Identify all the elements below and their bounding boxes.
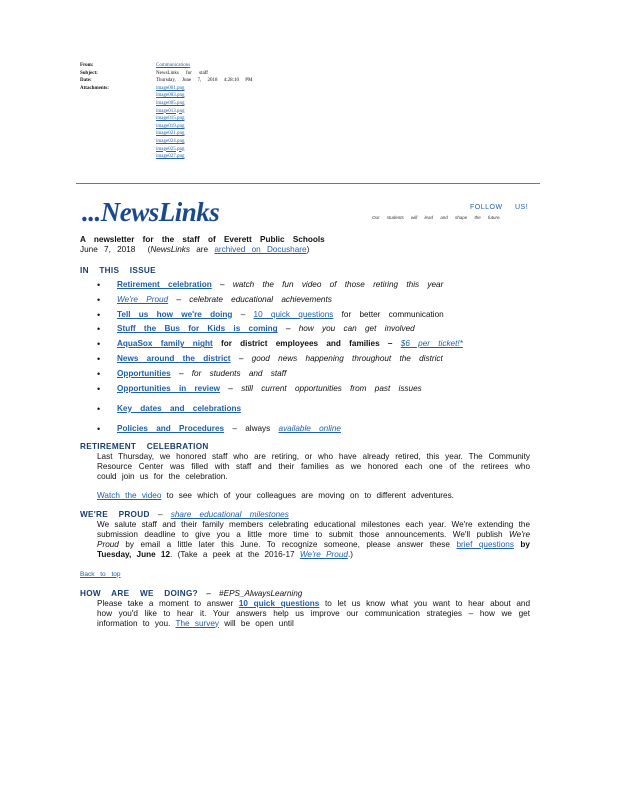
retirement-video-line: [80, 491, 530, 501]
proud-deadline: by Tuesday, June 12: [97, 539, 530, 559]
toc-list: [80, 280, 530, 434]
toc-link[interactable]: Retirement celebration: [117, 280, 212, 289]
watch-video-link[interactable]: Watch the video: [97, 490, 162, 500]
paren-close: ): [306, 245, 310, 254]
toc-desc: – always: [224, 423, 279, 433]
attachment-link[interactable]: image003.png: [156, 93, 185, 99]
toc-link[interactable]: Policies and Procedures: [117, 423, 225, 433]
retirement-paragraph: Last Thursday, we honored staff who are retiring, or who have already retired, this year. The Community Resource Center was filled with staff and their families as we honored each one of the retirees who could join us for the celebration.: [97, 451, 530, 481]
attachment-link[interactable]: image027.png: [156, 154, 185, 160]
attachment-link[interactable]: image001.png: [156, 85, 185, 91]
toc-item: [80, 384, 530, 394]
toc-item: [80, 324, 530, 334]
toc-link[interactable]: Tell us how we're doing: [117, 309, 233, 319]
how-text: will be open until: [218, 618, 294, 628]
subject-label: Subject:: [80, 70, 98, 76]
toc-link[interactable]: Opportunities in review: [117, 383, 220, 393]
proud-sub-link[interactable]: share educational milestones: [170, 509, 289, 519]
back-to-top-link[interactable]: Back to top: [80, 570, 121, 578]
attachment-link[interactable]: image015.png: [156, 116, 185, 122]
toc-link[interactable]: We're Proud: [117, 294, 169, 304]
from-label: From:: [80, 63, 94, 68]
toc-desc: – for students and staff: [170, 368, 287, 378]
date-label: Date:: [80, 78, 92, 84]
toc-desc: for district employees and families –: [212, 339, 401, 349]
from-value[interactable]: Communications: [156, 63, 191, 68]
toc-item: [80, 424, 530, 434]
survey-link[interactable]: The survey: [175, 618, 219, 628]
attachment-link[interactable]: image024.png: [156, 138, 185, 144]
follow-us-link[interactable]: FOLLOW US!: [470, 204, 529, 211]
hashtag: – #EPS_AlwaysLearning: [197, 588, 303, 598]
toc-item: [80, 369, 530, 379]
date-value: Thursday, June 7, 2018 4:28:10 PM: [156, 78, 253, 84]
toc-item: [80, 310, 530, 320]
toc-link[interactable]: Key dates and celebrations: [117, 403, 242, 413]
tagline: Our students will lead and shape the future.: [372, 215, 501, 220]
paren-open: (: [147, 245, 151, 254]
toc-desc: for better communication: [333, 309, 444, 319]
header-divider: [76, 183, 540, 184]
toc-item: [80, 295, 530, 305]
attachment-link[interactable]: image019.png: [156, 123, 185, 129]
newsletter-body: [80, 235, 530, 629]
attachment-link[interactable]: image021.png: [156, 131, 185, 137]
newslinks-logo: ...NewsLinks: [82, 197, 220, 227]
proud-paragraph: [80, 520, 530, 560]
proud-text: by email a little later this June. To recognize someone, please answer these: [118, 539, 457, 549]
toc-desc: – watch the fun video of those retiring this year: [211, 280, 444, 289]
proud-heading-line: [80, 510, 530, 520]
how-text: to let us know what you want to hear about and how you'd like to hear it. Your answers help us improve our communication strategies – how we get information to you.: [97, 598, 530, 628]
issue-date: June 7, 2018: [80, 245, 136, 254]
toc-item: [80, 354, 530, 364]
proud-text: We salute staff and their family members celebrating educational milestones each year. We're extending the submission deadline to give you a little more time to submit those announcements. We'll publish: [97, 519, 530, 539]
proud-text: .): [347, 549, 353, 559]
toc-link[interactable]: Opportunities: [117, 368, 171, 378]
dash: –: [157, 509, 163, 519]
proud-archive-link[interactable]: We're Proud: [299, 549, 348, 559]
toc-link-secondary[interactable]: 10 quick questions: [253, 309, 334, 319]
proud-text: . (Take a peek at the 2016-17: [170, 549, 300, 559]
toc-link[interactable]: Stuff the Bus for Kids is coming: [117, 324, 278, 334]
in-this-issue-heading: IN THIS ISSUE: [80, 266, 156, 275]
toc-desc: – still current opportunities from past issues: [220, 383, 422, 393]
toc-desc: –: [232, 309, 254, 319]
toc-item: [80, 280, 530, 290]
quick-questions-link[interactable]: 10 quick questions: [238, 598, 320, 608]
toc-link[interactable]: News around the district: [117, 353, 231, 363]
brief-questions-link[interactable]: brief questions: [456, 539, 514, 549]
toc-desc: – celebrate educational achievements: [168, 294, 332, 304]
toc-desc: – how you can get involved: [277, 324, 415, 334]
attachments-list: [156, 85, 184, 161]
attachment-link[interactable]: image025.png: [156, 146, 185, 152]
toc-link-secondary[interactable]: available online: [278, 423, 341, 433]
video-text: to see which of your colleagues are moving on to different adventures.: [161, 490, 454, 500]
toc-item: [80, 339, 530, 349]
toc-item: [80, 404, 530, 414]
retirement-heading: RETIREMENT CELEBRATION: [80, 441, 209, 451]
toc-desc: – good news happening throughout the district: [230, 353, 443, 363]
how-text: Please take a moment to answer: [97, 598, 239, 608]
archived-link[interactable]: archived on Docushare: [214, 245, 307, 254]
attachments-label: Attachments:: [80, 85, 109, 91]
are-text: are: [189, 245, 215, 254]
proud-italic: We're Proud: [97, 529, 530, 549]
issue-date-line: [80, 245, 530, 255]
email-header: [80, 62, 252, 161]
how-paragraph: [80, 599, 530, 629]
proud-heading: WE'RE PROUD: [80, 509, 150, 519]
newslinks-name: NewsLinks: [150, 245, 190, 254]
attachment-link[interactable]: image005.png: [156, 100, 185, 106]
subject-value: NewsLinks for staff: [156, 70, 208, 76]
how-heading-line: [80, 589, 530, 599]
toc-link-secondary[interactable]: $6 per ticket!*: [400, 339, 463, 349]
how-heading: HOW ARE WE DOING?: [80, 588, 198, 598]
toc-link[interactable]: AquaSox family night: [117, 339, 213, 349]
newsletter-title: A newsletter for the staff of Everett Public Schools: [80, 235, 325, 244]
attachment-link[interactable]: image013.png: [156, 108, 185, 114]
